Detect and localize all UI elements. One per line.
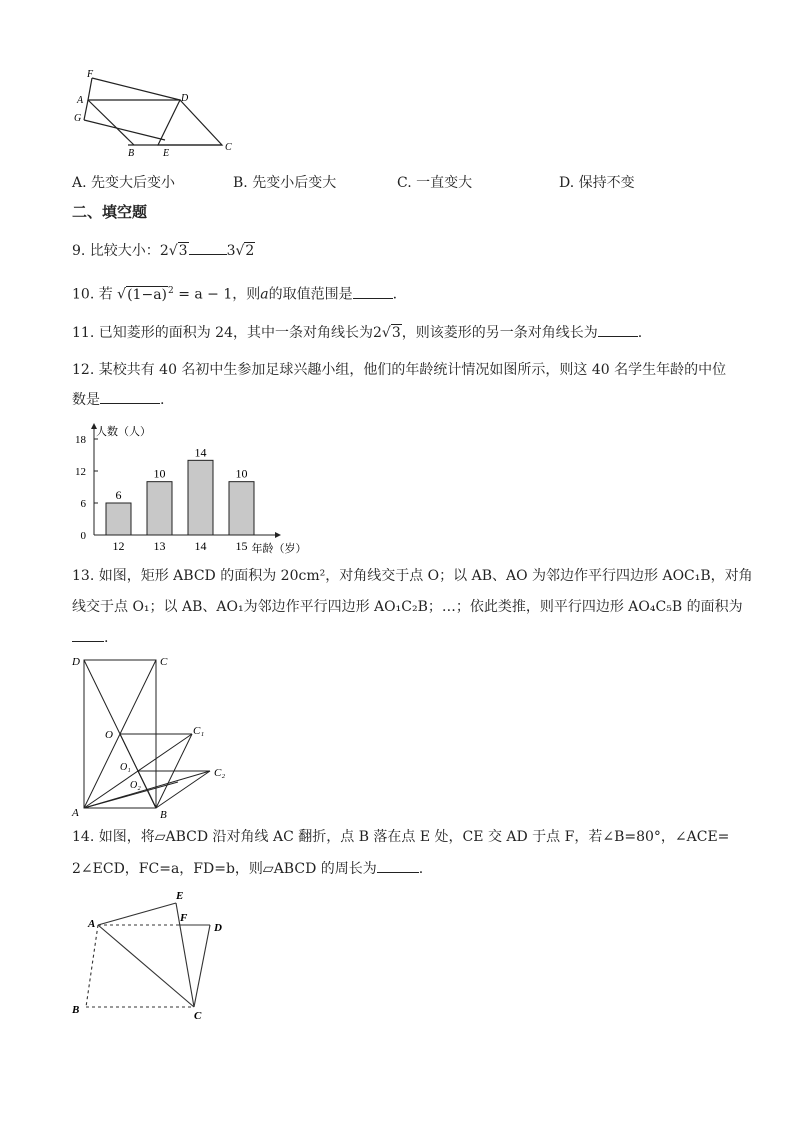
bar-value-label-12: 6 xyxy=(115,488,122,502)
question-14-line1: 14. 如图，将▱ABCD 沿对角线 AC 翻折，点 B 落在点 E 处，CE 交 AD 于点 F，若∠B=80°，∠ACE= xyxy=(72,829,730,845)
answer-blank-9[interactable] xyxy=(189,240,227,255)
section-title: 二、填空题 xyxy=(72,203,148,221)
label-C: C xyxy=(225,142,232,153)
label-G: G xyxy=(74,113,82,124)
figure-q14 xyxy=(68,885,248,1025)
label-C1: C₁ xyxy=(193,725,205,737)
option-c[interactable]: C. 一直变大 xyxy=(397,175,473,191)
label-B: B xyxy=(72,1004,80,1016)
label-A: A xyxy=(77,95,84,106)
x-tick-label-13: 13 xyxy=(153,539,166,553)
answer-blank-12[interactable] xyxy=(100,389,160,404)
bar-12 xyxy=(106,503,131,535)
question-13-line2: 线交于点 O₁；以 AB、AO₁为邻边作平行四边形 AO₁C₂B；…；依此类推，则平行四边形 AO₄C₅B 的面积为 xyxy=(72,599,743,615)
option-b[interactable]: B. 先变小后变大 xyxy=(233,175,337,191)
x-tick-label-12: 12 xyxy=(112,539,125,553)
answer-blank-13[interactable] xyxy=(72,627,104,642)
x-axis-label: 年龄（岁） xyxy=(251,543,307,555)
label-O2: O₂ xyxy=(130,780,141,791)
bar-value-label-15: 10 xyxy=(235,466,248,481)
label-F: F xyxy=(87,69,94,80)
label-C: C xyxy=(160,656,168,668)
label-O: O xyxy=(105,729,113,741)
label-E: E xyxy=(176,890,184,902)
figure-q13 xyxy=(68,652,238,822)
y-tick-label-6: 6 xyxy=(80,498,86,510)
option-a[interactable]: A. 先变大后变小 xyxy=(72,175,176,191)
label-F: F xyxy=(180,912,188,924)
x-tick-label-14: 14 xyxy=(194,539,207,553)
option-d[interactable]: D. 保持不变 xyxy=(559,175,635,191)
label-B: B xyxy=(128,148,135,159)
age-bar-chart xyxy=(68,415,328,560)
label-A: A xyxy=(72,807,79,819)
label-D: D xyxy=(181,93,189,104)
question-12-line1: 12. 某校共有 40 名初中生参加足球兴趣小组，他们的年龄统计情况如图所示，则这 40 名学生年龄的中位 xyxy=(72,362,727,378)
y-tick-label-18: 18 xyxy=(75,434,86,446)
y-tick-label-0: 0 xyxy=(80,530,86,542)
x-axis-arrow xyxy=(275,532,281,538)
bar-value-label-14: 14 xyxy=(194,445,207,460)
question-12-line2: 数是 . xyxy=(72,389,164,410)
label-E: E xyxy=(163,148,170,159)
question-14-line2: 2∠ECD，FC=a，FD=b，则▱ABCD 的周长为 . xyxy=(72,858,423,879)
bar-13 xyxy=(147,482,172,535)
bar-14 xyxy=(188,460,213,535)
question-13-line1: 13. 如图，矩形 ABCD 的面积为 20cm²，对角线交于点 O；以 AB、AO 为邻边作平行四边形 AOC₁B，对角 xyxy=(72,568,753,584)
label-C2: C₂ xyxy=(214,767,226,779)
bar-15 xyxy=(229,482,254,535)
x-tick-label-15: 15 xyxy=(235,539,248,553)
y-tick-label-12: 12 xyxy=(75,466,86,478)
answer-blank-11[interactable] xyxy=(598,322,638,337)
label-A: A xyxy=(88,918,96,930)
answer-blank-14[interactable] xyxy=(377,858,419,873)
label-C: C xyxy=(194,1010,202,1022)
y-axis-label: 人数（人） xyxy=(96,426,151,438)
question-9: 9. 比较大小：2√3 3√2 xyxy=(72,240,255,261)
question-13-line3: . xyxy=(72,627,108,648)
question-10: 10. 若 $√(1-a)^2 = a - 1$，则a的取值范围是 . xyxy=(72,281,397,305)
answer-blank-10[interactable] xyxy=(353,284,393,299)
label-D: D xyxy=(214,922,222,934)
label-B: B xyxy=(160,809,167,821)
figure-q8 xyxy=(70,68,240,160)
label-D: D xyxy=(72,656,80,668)
bar-value-label-13: 10 xyxy=(153,466,166,481)
label-O1: O₁ xyxy=(120,762,131,773)
question-11: 11. 已知菱形的面积为 24，其中一条对角线长为2√3，则该菱形的另一条对角线长为 . xyxy=(72,322,642,343)
